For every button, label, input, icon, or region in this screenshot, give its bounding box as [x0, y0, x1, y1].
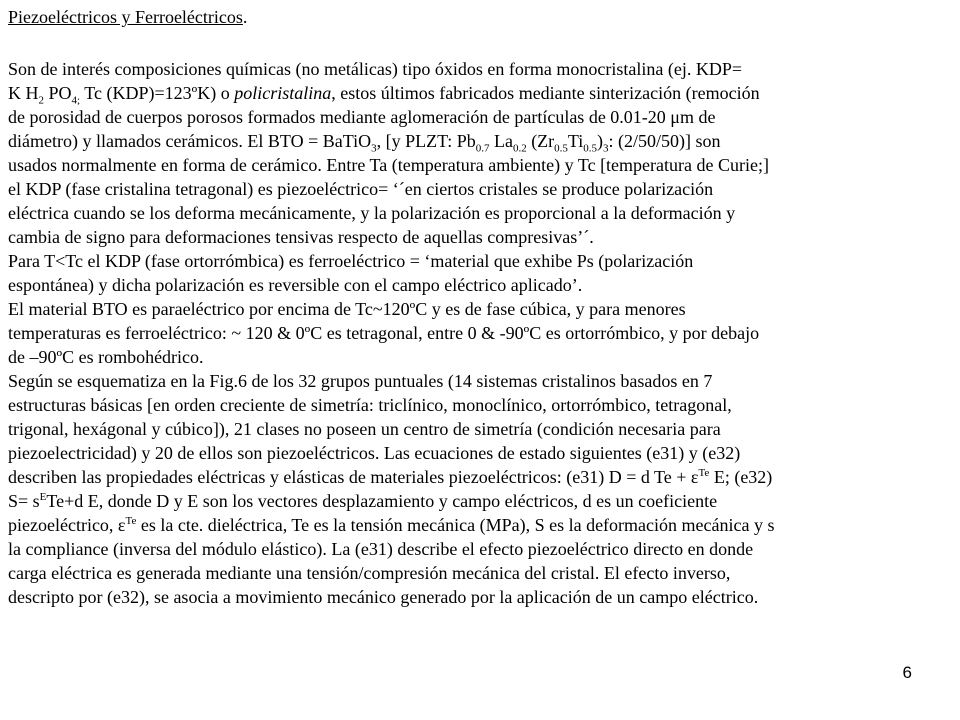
text-line-10: espontánea) y dicha polarización es reversible con el campo eléctrico aplicado’.: [8, 275, 583, 295]
page-title: [8, 6, 247, 28]
text-line-1: Son de interés composiciones químicas (no metálicas) tipo óxidos en forma monocristalina (ej. KDP=: [8, 59, 742, 79]
text-line-7: eléctrica cuando se los deforma mecánicamente, y la polarización es proporcional a la deformación y: [8, 203, 736, 223]
text-line-22: carga eléctrica es generada mediante una tensión/compresión mecánica del cristal. El efecto inverso,: [8, 563, 731, 583]
text-line-16: trigonal, hexágonal y cúbico]), 21 clases no poseen un centro de simetría (condición necesaria para: [8, 419, 721, 439]
text-line-3: de porosidad de cuerpos porosos formados mediante aglomeración de partículas de 0.01-20 μm de: [8, 107, 716, 127]
title-text: Piezoeléctricos y Ferroeléctricos: [8, 7, 243, 27]
text-line-12: temperaturas es ferroeléctrico: ~ 120 & 0ºC es tetragonal, entre 0 & -90ºC es ortorrómbico, y por debajo: [8, 323, 760, 343]
body-text: [8, 57, 913, 609]
text-line-13: de –90ºC es rombohédrico.: [8, 347, 204, 367]
text-line-6: el KDP (fase cristalina tetragonal) es piezoeléctrico= ‘´en ciertos cristales se produce polarización: [8, 179, 714, 199]
text-line-21: la compliance (inversa del módulo elástico). La (e31) describe el efecto piezoeléctrico directo en donde: [8, 539, 754, 559]
text-line-19: $S= s^ETe+d$ E, donde D y E son los vectores desplazamiento y campo eléctricos, d es un coeficiente: [8, 491, 718, 511]
italic-term: policristalina: [234, 83, 332, 103]
text-line-5: usados normalmente en forma de cerámico. Entre Ta (temperatura ambiente) y Tc [temperatura de Curie;]: [8, 155, 769, 175]
text-line-9: Para T<Tc el KDP (fase ortorrómbica) es ferroeléctrico = ‘material que exhibe Ps (polarización: [8, 251, 694, 271]
text-line-11: El material BTO es paraeléctrico por encima de Tc~120ºC y es de fase cúbica, y para menores: [8, 299, 686, 319]
text-line-23: descripto por (e32), se asocia a movimiento mecánico generado por la aplicación de un campo eléctrico.: [8, 587, 759, 607]
page-number: 6: [902, 663, 912, 682]
title-period: .: [242, 7, 248, 27]
text-line-4: diámetro) y llamados cerámicos. El BTO = BaTiO$_3$, [y PLZT: $Pb_{0.7}$ $La_{0.2}$ $(Zr_{0.5}Ti_{0.5})_3$: (2/50/50)] son: [8, 131, 721, 155]
text-line-17: piezoelectricidad) y 20 de ellos son piezoeléctricos. Las ecuaciones de estado siguientes (e31) y (e32): [8, 443, 741, 463]
text-line-8: cambia de signo para deformaciones tensivas respecto de aquellas compresivas’´.: [8, 227, 594, 247]
text-line-20: piezoeléctrico, $\varepsilon^{Te}$ es la cte. dieléctrica, Te es la tensión mecánica (MPa), S es la deformación mecánica y s: [8, 515, 775, 535]
text-line-15: estructuras básicas [en orden creciente de simetría: triclínico, monoclínico, ortorrómbico, tetragonal,: [8, 395, 732, 415]
text-line-14: Según se esquematiza en la Fig.6 de los 32 grupos puntuales (14 sistemas cristalinos basados en 7: [8, 371, 713, 391]
text-line-18: describen las propiedades eléctricas y elásticas de materiales piezoeléctricos: (e31) D = d $Te + \varepsilon^{Te}$ E; (e32): [8, 467, 773, 487]
text-line-2: K $H_2$ $PO_{4;}$ Tc (KDP)=123ºK) o policristalina, estos últimos fabricados mediante sinterización (remoción: [8, 83, 760, 107]
